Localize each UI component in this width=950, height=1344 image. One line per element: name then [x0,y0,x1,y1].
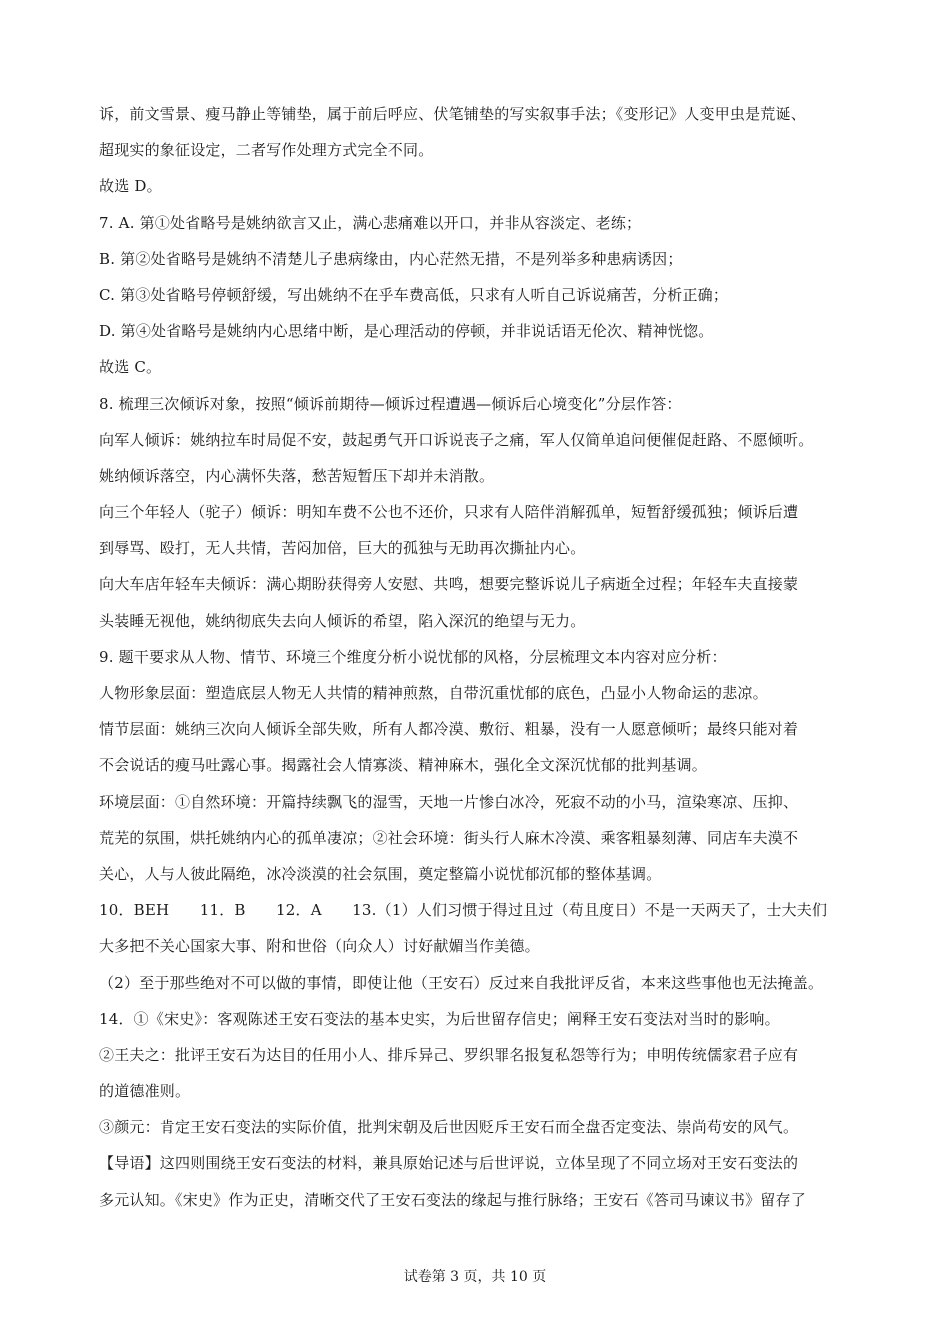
text-line: 超现实的象征设定，二者写作处理方式完全不同。 [99,141,434,160]
text-line: 大多把不关心国家大事、附和世俗（向众人）讨好献媚当作美德。 [99,937,540,956]
text-line: 向军人倾诉：姚纳拉车时局促不安，鼓起勇气开口诉说丧子之痛，军人仅简单追问便催促赶路、不愿倾听。 [99,430,814,449]
text-line: 的道德准则。 [99,1082,191,1101]
text-line: 人物形象层面：塑造底层人物无人共情的精神煎熬，自带沉重忧郁的底色，凸显小人物命运的悲凉。 [99,684,768,702]
text-line: 10．BEH 11．B 12．A 13.（1）人们习惯于得过且过（苟且度日）不是一天两天了，士大夫们 [99,901,828,920]
page-footer: 试卷第 3 页，共 10 页 [403,1269,547,1285]
text-line: 8. 梳理三次倾诉对象，按照“倾诉前期待—倾诉过程遭遇—倾诉后心境变化”分层作答： [99,394,682,413]
text-line: ③颜元：肯定王安石变法的实际价值，批判宋朝及后世因贬斥王安石而全盘否定变法、崇尚苟安的风气。 [99,1118,799,1137]
text-line: 姚纳倾诉落空，内心满怀失落，愁苦短暂压下却并未消散。 [99,466,495,485]
text-line: 关心，人与人彼此隔绝，冰冷淡漠的社会氛围，奠定整篇小说忧郁沉郁的整体基调。 [99,864,662,883]
text-line: 诉，前文雪景、瘦马静止等铺垫，属于前后呼应、伏笔铺垫的写实叙事手法；《变形记》人变甲虫是荒诞、 [99,105,806,123]
text-line: 到辱骂、殴打，无人共情，苦闷加倍，巨大的孤独与无助再次撕扯内心。 [99,539,586,558]
text-line: 14．①《宋史》：客观陈述王安石变法的基本史实，为后世留存信史；阐释王安石变法对当时的影响。 [99,1009,780,1028]
text-line: 9. 题干要求从人物、情节、环境三个维度分析小说忧郁的风格，分层梳理文本内容对应分析： [99,647,727,666]
text-line: B. 第②处省略号是姚纳不清楚儿子患病缘由，内心茫然无措，不是列举多种患病诱因； [99,249,683,268]
text-line: D. 第④处省略号是姚纳内心思绪中断，是心理活动的停顿，并非说话语无伦次、精神恍惚。 [99,322,714,341]
text-line: 7. A. 第①处省略号是姚纳欲言又止，满心悲痛难以开口，并非从容淡定、老练； [99,213,642,232]
text-line: 向大车店年轻车夫倾诉：满心期盼获得旁人安慰、共鸣，想要完整诉说儿子病逝全过程；年轻车夫直接蒙 [99,575,799,594]
text-line: 头装睡无视他，姚纳彻底失去向人倾诉的希望，陷入深沉的绝望与无力。 [99,611,586,630]
text-line: 故选 C。 [99,358,162,377]
text-line: C. 第③处省略号停顿舒缓，写出姚纳不在乎车费高低，只求有人听自己诉说痛苦，分析正确； [99,285,729,304]
text-line: 【导语】这四则围绕王安石变法的材料，兼具原始记述与后世评说，立体呈现了不同立场对王安石变法的 [99,1154,799,1173]
text-line: 情节层面：姚纳三次向人倾诉全部失败，所有人都冷漠、敷衍、粗暴，没有一人愿意倾听；最终只能对着 [99,720,799,739]
text-line: ②王夫之：批评王安石为达目的任用小人、排斥异己、罗织罪名报复私怨等行为；申明传统儒家君子应有 [99,1045,799,1064]
text-line: 向三个年轻人（驼子）倾诉：明知车费不公也不还价，只求有人陪伴消解孤单，短暂舒缓孤独；倾诉后遭 [99,503,799,522]
text-line: 故选 D。 [99,177,162,196]
text-line: 多元认知。《宋史》作为正史，清晰交代了王安石变法的缘起与推行脉络；王安石《答司马谏议书》留存了 [99,1190,806,1209]
text-line: （2）至于那些绝对不可以做的事情，即使让他（王安石）反过来自我批评反省，本来这些事他也无法掩盖。 [99,973,824,992]
text-line: 不会说话的瘦马吐露心事。揭露社会人情寡淡、精神麻木，强化全文深沉忧郁的批判基调。 [99,756,708,775]
text-line: 荒芜的氛围，烘托姚纳内心的孤单凄凉；②社会环境：街头行人麻木冷漠、乘客粗暴刻薄、同店车夫漠不 [99,828,799,847]
answer-text-body [99,96,859,1218]
text-line: 环境层面：①自然环境：开篇持续飘飞的湿雪，天地一片惨白冰冷，死寂不动的小马，渲染寒凉、压抑、 [99,792,799,811]
